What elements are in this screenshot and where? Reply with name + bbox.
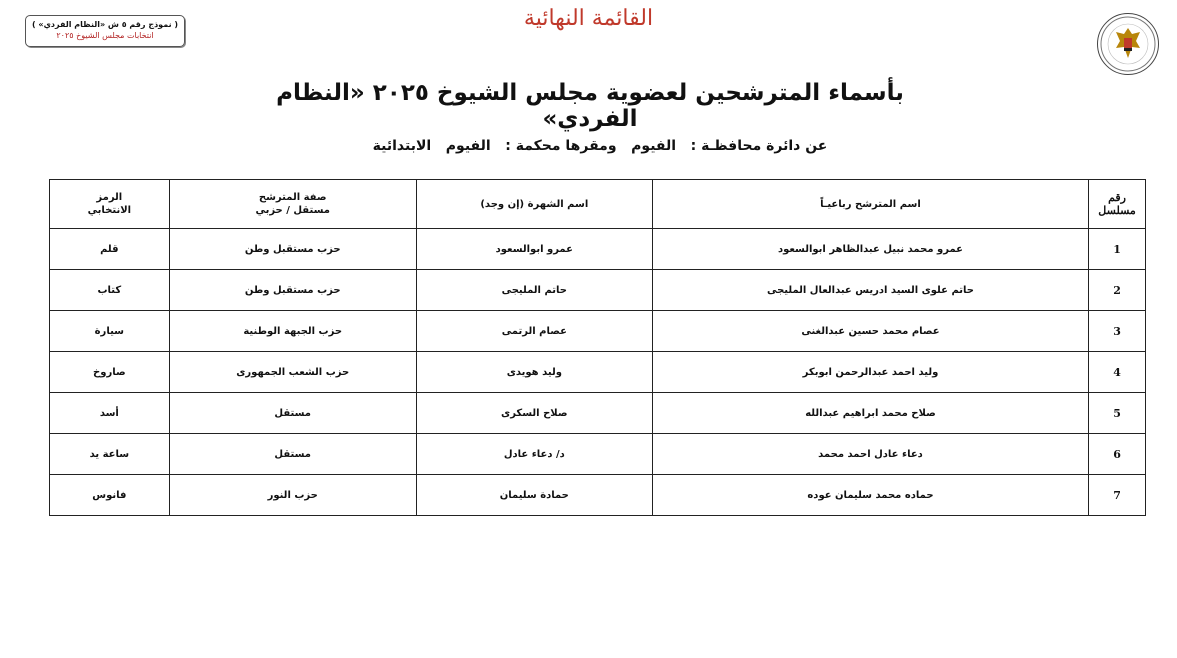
cell-nickname: صلاح السكرى [416, 393, 652, 434]
cell-symbol: ساعة يد [50, 434, 170, 475]
header-type [169, 180, 416, 229]
cell-type: حزب الجبهة الوطنية [169, 311, 416, 352]
cell-symbol: فانوس [50, 475, 170, 516]
cell-nickname: حمادة سليمان [416, 475, 652, 516]
cell-serial: 7 [1089, 475, 1146, 516]
cell-symbol: أسد [50, 393, 170, 434]
cell-type: حزب مستقبل وطن [169, 229, 416, 270]
cell-nickname: د/ دعاء عادل [416, 434, 652, 475]
cell-serial: 5 [1089, 393, 1146, 434]
header-serial-line1: رقم [1108, 191, 1126, 204]
cell-type: حزب الشعب الجمهورى [169, 352, 416, 393]
cell-name: عصام محمد حسين عبدالغنى [652, 311, 1088, 352]
cell-type: مستقل [169, 434, 416, 475]
header-symbol-line1: الرمز [96, 192, 123, 203]
main-title: بأسماء المترشحين لعضوية مجلس الشيوخ ٢٠٢٥ «النظام الفردي» [276, 80, 904, 132]
cell-symbol: كتاب [50, 270, 170, 311]
cell-name: دعاء عادل احمد محمد [652, 434, 1088, 475]
cell-nickname: وليد هويدى [416, 352, 652, 393]
table-row [50, 434, 1146, 475]
authority-logo [1097, 13, 1159, 75]
table-row [50, 475, 1146, 516]
header-name: اسم المترشح رباعيـاً [652, 180, 1088, 229]
header-symbol-line2: الانتخابي [87, 205, 132, 216]
cell-serial: 3 [1089, 311, 1146, 352]
table-row [50, 311, 1146, 352]
table-header-row [50, 180, 1146, 229]
cell-serial: 6 [1089, 434, 1146, 475]
header-serial-line2: مسلسل [1098, 204, 1136, 217]
cell-symbol: قلم [50, 229, 170, 270]
header-serial [1089, 180, 1146, 229]
district-line: عن دائرة محافظـة : الفيوم ومقرها محكمة : الفيوم الابتدائية [372, 138, 828, 154]
cell-nickname: عصام الرتمى [416, 311, 652, 352]
cell-serial: 4 [1089, 352, 1146, 393]
table-row [50, 352, 1146, 393]
cell-type: حزب مستقبل وطن [169, 270, 416, 311]
cell-nickname: حاتم المليجى [416, 270, 652, 311]
table-row [50, 229, 1146, 270]
form-number-text: ( نموذج رقم ٥ ش «النظام الفردي» ) [31, 20, 179, 29]
cell-nickname: عمرو ابوالسعود [416, 229, 652, 270]
eagle-emblem-icon [1098, 14, 1158, 74]
election-name-text: انتخابات مجلس الشيوخ ٢٠٢٥ [56, 31, 154, 40]
header-nickname: اسم الشهرة (إن وجد) [416, 180, 652, 229]
cell-type: حزب النور [169, 475, 416, 516]
cell-name: حماده محمد سليمان عوده [652, 475, 1088, 516]
table-row [50, 270, 1146, 311]
final-list-title: القائمة النهائية [523, 6, 654, 31]
table-row [50, 393, 1146, 434]
header-symbol [50, 180, 170, 229]
cell-symbol: صاروخ [50, 352, 170, 393]
cell-name: صلاح محمد ابراهيم عبدالله [652, 393, 1088, 434]
cell-symbol: سيارة [50, 311, 170, 352]
cell-serial: 2 [1089, 270, 1146, 311]
cell-name: وليد احمد عبدالرحمن ابوبكر [652, 352, 1088, 393]
candidates-table [49, 179, 1146, 516]
cell-serial: 1 [1089, 229, 1146, 270]
header-type-line2: مستقل / حزبي [255, 205, 330, 216]
cell-name: حاتم علوى السيد ادريس عبدالعال المليجى [652, 270, 1088, 311]
header-type-line1: صفة المترشح [258, 192, 327, 203]
cell-name: عمرو محمد نبيل عبدالظاهر ابوالسعود [652, 229, 1088, 270]
cell-type: مستقل [169, 393, 416, 434]
